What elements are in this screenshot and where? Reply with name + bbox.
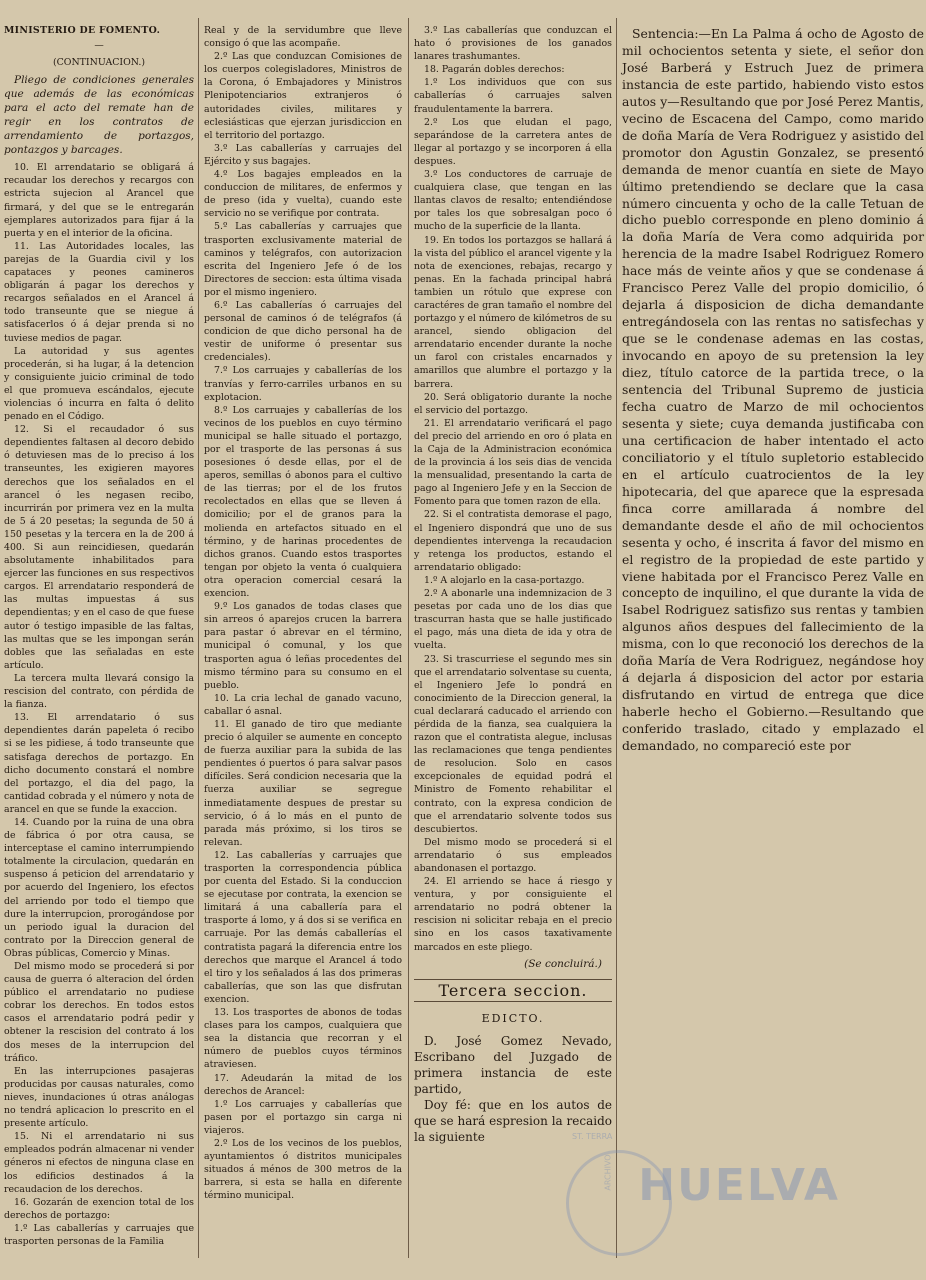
paragraph: 2.º Los que eludan el pago, separándose de la carretera antes de llegar al portazgo y se incorporen á ella despues. bbox=[414, 116, 612, 167]
paragraph: 1.º A alojarlo en la casa-portazgo. bbox=[424, 574, 585, 586]
paragraph: 14. Cuando por la ruina de una obra de fábrica ó por otra causa, se interceptase el camino interrumpiendo totalmente la circulacion, quedarán en suspenso á peticion del arrendatario y por acuerdo del Ingeniero, los efectos del arriendo por todo el tiempo que dure la interrupcion, prorogándose por un periodo igual la duracion del contrato por la Direccion general de Obras públicas, Comercio y Minas. bbox=[4, 816, 194, 959]
paragraph: 10. La cria lechal de ganado vacuno, caballar ó asnal. bbox=[204, 692, 402, 717]
paragraph: 20. Será obligatorio durante la noche el servicio del portazgo. bbox=[414, 391, 612, 416]
paragraph: 18. Pagarán dobles derechos: bbox=[424, 64, 565, 76]
column-4 bbox=[622, 26, 924, 1266]
column-2 bbox=[204, 24, 402, 1224]
paragraph: 24. El arriendo se hace á riesgo y ventura, y por consiguiente el arrendatario no podrá obtener la rescision ni solicitar rebaja en el precio sino en los casos taxativamente marcados en este pliego. bbox=[414, 876, 612, 953]
divider: — bbox=[94, 40, 104, 52]
paragraph: Del mismo modo se procederá si el arrendatario ó sus empleados abandonasen el portazgo. bbox=[414, 836, 612, 874]
paragraph: Doy fé: que en los autos de que se hará espresion la recaido la siguiente bbox=[414, 1097, 612, 1144]
paragraph: 2.º Las que conduzcan Comisiones de los cuerpos colegisladores, Ministros de la Corona, ó Embajadores y Ministros Plenipotenciarios extranjeros ó autoridades civiles, militares y eclesiásticas que ejerzan jurisdiccion en el territorio del portazgo. bbox=[204, 51, 402, 141]
paragraph: 10. El arrendatario se obligará á recaudar los derechos y recargos con estricta sujecion al Arancel que firmará, y del que se le entregarán ejemplares autorizados para fijar á la puerta y en el interior de la oficina. bbox=[4, 162, 194, 239]
paragraph: 16. Gozarán de exencion total de los derechos de portazgo: bbox=[4, 1196, 194, 1221]
continued-note: (Se concluirá.) bbox=[524, 957, 602, 970]
section-heading: Tercera seccion. bbox=[414, 979, 612, 1002]
paragraph: 17. Adeudarán la mitad de los derechos de Arancel: bbox=[204, 1072, 402, 1097]
ministry-heading: MINISTERIO DE FOMENTO. bbox=[4, 25, 161, 36]
paragraph: 2.º Los de los vecinos de los pueblos, ayuntamientos ó distritos municipales situados á ménos de 300 metros de la barrera, si esta se halla en diferente término municipal. bbox=[204, 1137, 402, 1202]
paragraph: 8.º Los carruajes y caballerías de los vecinos de los pueblos en cuyo término municipal se halle situado el portazgo, por el trasporte de las personas á sus posesiones ó desde ellas, por el de aperos, semillas ó abonos para el cultivo de las tierras; por el de los frutos recolectados en ellas que se lleven á domicilio; por el de granos para la molienda en artefactos situado en el término, y de harinas procedentes de dichos granos. Cuando estos trasportes tengan por objeto la venta ó cualquiera otra operacion comercial cesará la exencion. bbox=[204, 404, 402, 600]
edict-heading: EDICTO. bbox=[481, 1011, 545, 1025]
paragraph: La autoridad y sus agentes procederán, si ha lugar, á la detencion y consiguiente juicio criminal de todo el que promueva escándalos, ejecute violencias ó incurra en falta ó delito penado en el Código. bbox=[4, 345, 194, 423]
paragraph: 15. Ni el arrendatario ni sus empleados podrán almacenar ni vender géneros ni efectos de ninguna clase en los edificios destinados á la recaudacion de los derechos. bbox=[4, 1131, 194, 1195]
paragraph: 13. Los trasportes de abonos de todas clases para los campos, cualquiera que sea la distancia que recorran y el número de pueblos cuyos términos atraviesen. bbox=[204, 1007, 402, 1071]
paragraph: 5.º Las caballerías y carruajes que trasporten exclusivamente material de caminos y telégrafos, con autorizacion escrita del Ingeniero Jefe ó de los Directores de seccion: esta última visada por el mismo ingeniero. bbox=[204, 221, 402, 298]
archive-stamp-side: ARCHIVO bbox=[603, 1154, 613, 1191]
column-rule bbox=[408, 18, 409, 1258]
paragraph: Real y de la servidumbre que lleve consigo ó que las acompañe. bbox=[204, 25, 402, 50]
paragraph: 1.º Las caballerías y carruajes que trasporten personas de la Familia bbox=[4, 1222, 194, 1247]
paragraph: 12. Si el recaudador ó sus dependientes faltasen al decoro debido ó detuviesen mas de lo preciso á los transeuntes, les exigieren mayores derechos que los señalados en el arancel ó les negasen recibo, incurrirán por primera vez en la multa de 5 á 20 pesetas; la segunda de 50 á 150 pesetas y la tercera en la de 200 á 400. Si aun reincidiesen, quedarán absolutamente inhabilitados para ejercer las funciones en sus respectivos cargos. El arrendatario responderá de las multas impuestas á sus dependientas; y en el caso de que fuese autor ó testigo impasible de las faltas, las multas que se les impongan serán dobles que las señaladas en este artículo. bbox=[4, 424, 194, 671]
paragraph: D. José Gomez Nevado, Escribano del Juzgado de primera instancia de este partido, bbox=[414, 1033, 612, 1096]
paragraph: 22. Si el contratista demorase el pago, el Ingeniero dispondrá que uno de sus dependientes intervenga la recaudacion y retenga los productos, estando el arrendatario obligado: bbox=[414, 509, 612, 573]
paragraph: 1.º Los carruajes y caballerías que pasen por el portazgo sin carga ni viajeros. bbox=[204, 1098, 402, 1136]
paragraph: La tercera multa llevará consigo la rescision del contrato, con pérdida de la fianza. bbox=[4, 672, 194, 711]
paragraph: 1.º Los individuos que con sus caballerías ó carruajes salven fraudulentamente la barrera. bbox=[414, 77, 612, 115]
paragraph: 11. Las Autoridades locales, las parejas de la Guardia civil y los capataces y peones camineros obligarán á pagar los derechos y recargos señalados en el Arancel á todo transeunte que se niegue á satisfacerlos ó á dejar prenda si no tuviese medios de pagar. bbox=[4, 240, 194, 344]
paragraph: 3.º Los conductores de carruaje de cualquiera clase, que tengan en las llantas clavos de resalto; entendiéndose por tales los que sobresalgan poco ó mucho de la superficie de la llanta. bbox=[414, 169, 612, 233]
paragraph: 9.º Los ganados de todas clases que sin arreos ó aparejos crucen la barrera para pastar ó abrevar en el término, municipal ó comunal, y los que trasporten agua ó leñas procedentes del mismo término para su consumo en el pueblo. bbox=[204, 601, 402, 691]
paragraph: 7.º Los carruajes y caballerías de los tranvías y ferro-carriles urbanos en su explotacion. bbox=[204, 365, 402, 403]
paragraph: 11. El ganado de tiro que mediante precio ó alquiler se aumente en concepto de fuerza auxiliar para la subida de las pendientes ó puertos ó para salvar pasos difíciles. Será condicion necesaria que la fuerza auxiliar se segregue inmediatamente despues de prestar su servicio, ó á lo más en el punto de parada más próximo, si los tiros se relevan. bbox=[204, 718, 402, 848]
paragraph: 19. En todos los portazgos se hallará á la vista del público el arancel vigente y la nota de exenciones, rebajas, recargo y penas. En la fachada principal habrá tambien un rótulo que exprese con caractéres de gran tamaño el nombre del portazgo y el número de kilómetros de su arancel, siendo obligacion del arrendatario encender durante la noche un farol con cristales encarnados y amarillos que alumbre el portazgo y la barrera. bbox=[414, 234, 612, 390]
paragraph: 2.º A abonarle una indemnizacion de 3 pesetas por cada uno de los dias que trascurran hasta que se halle justificado el pago, más una dieta de ida y otra de vuelta. bbox=[414, 588, 612, 652]
paragraph: 13. El arrendatario ó sus dependientes darán papeleta ó recibo si se les pidiese, á todo transeunte que satisfaga derechos de portazgo. En dicho documento constará el nombre del portazgo, el dia del pago, la cantidad cobrada y el número y nota de arancel en que se funde la exaccion. bbox=[4, 712, 194, 815]
paragraph: 21. El arrendatario verificará el pago del precio del arriendo en oro ó plata en la Caja de la Administracion económica de la provincia á los seis dias de vencida la mensualidad, presentando la carta de pago al Ingeniero Jefe y en la Seccion de Fomento para que tomen razon de ella. bbox=[414, 417, 612, 508]
paragraph: 3.º Las caballerías y carruajes del Ejército y sus bagajes. bbox=[204, 142, 402, 167]
paragraph: Del mismo modo se procederá si por causa de guerra ó alteracion del órden público el arrendatario no pudiese cobrar los derechos. En todos estos casos el arrendatario podrá pedir y obtener la rescision del contrato á los dos meses de la interrupcion del tráfico. bbox=[4, 961, 194, 1064]
column-1 bbox=[4, 24, 194, 1247]
paragraph: 6.º Las caballerías ó carruajes del personal de caminos ó de telégrafos (á condicion de que dicho personal ha de vestir de uniforme ó presentar sus credenciales). bbox=[204, 299, 402, 364]
paragraph: En las interrupciones pasajeras producidas por causas naturales, como nieves, inundaciones ú otras análogas no tendrá aplicacion lo prescrito en el presente artículo. bbox=[4, 1065, 194, 1130]
archive-watermark: HUELVA bbox=[638, 1160, 840, 1211]
pliego-title: Pliego de condiciones generales que además de las económicas para el acto del remate han de regir en los contratos de arrendamiento de portazgos, pontazgos y barcages. bbox=[4, 74, 194, 157]
column-rule bbox=[198, 18, 199, 1258]
paragraph: 23. Si trascurriese el segundo mes sin que el arrendatario solventase su cuenta, el Ingeniero Jefe lo pondrá en conocimiento de la Direccion general, la cual declarará caducado el arriendo con pérdida de la fianza, sea cualquiera la razon que el contratista alegue, inclusas las reclamaciones que tenga pendientes de resolucion. Solo en casos excepcionales de equidad podrá el Ministro de Fomento rehabilitar el contrato, con la expresa condicion de que el arrendatario solvente todos sus descubiertos. bbox=[414, 653, 612, 835]
paragraph: 4.º Los bagajes empleados en la conduccion de militares, de enfermos y de preso (ida y vuelta), cuando este servicio no se verifique por contrata. bbox=[204, 169, 402, 220]
column-3 bbox=[414, 24, 612, 1224]
paragraph: 12. Las caballerías y carruajes que trasporten la correspondencia pública por cuenta del Estado. Si la conduccion se ejecutase por contrata, la exencion se limitará á una caballería para el trasporte á lomo, y á dos si se verifica en carruaje. Por las demás caballerías el contratista pagará la diferencia entre los derechos que marque el Arancel á todo el tiro y los señalados á las dos primeras caballerías, que son las que disfrutan exencion. bbox=[204, 849, 402, 1005]
paragraph: 3.º Las caballerías que conduzcan el hato ó provisiones de los ganados lanares trashumantes. bbox=[414, 25, 612, 63]
archive-stamp-note: ST. TERRA bbox=[572, 1132, 613, 1141]
continuation-label: (CONTINUACION.) bbox=[52, 57, 146, 69]
sentence-paragraph: Sentencia:—En La Palma á ocho de Agosto de mil ochocientos setenta y siete, el señor don José Barberá y Estruch Juez de primera instancia de este partido, habiendo visto estos autos y—Resultando que por José Perez Mantis, vecino de Escacena del Campo, como marido de doña María de Vera Rodriguez y asistido del promotor don Agustin Gonzalez, se presentó demanda de menor cuantía en siete de Mayo último pretendiendo se declare que la casa número cincuenta y ocho de la calle Tetuan de dicho pueblo corresponde en pleno dominio á la doña María de Vera como adquirida por herencia de la madre Isabel Rodriguez Romero hace más de veinte años y que se condenase á Francisco Perez Valle del propio domicilio, ó dejarla á disposicion de dicha demandante entregándosela con las rentas no satisfechas y que se le condenase ademas en las costas, invocando en apoyo de su pretension la ley diez, título catorce de la partida trece, o la sentencia del Tribunal Supremo de justicia fecha cuatro de Marzo de mil ochocientos sesenta y siete; cuya demanda justificaba con una certificacion de haber intentado el acto conciliatorio y el título supletorio establecido en el artículo cuatrocientos de la ley hipotecaria, del que aparece que la espresada finca corre amillarada á nombre del demandante desde el año de mil ochocientos sesenta y ocho, é inscrita á favor del mismo en el registro de la propiedad de este partido y viene habitada por el Francisco Perez Valle en concepto de inquilino, el que durante la vida de Isabel Rodriguez satisfizo sus rentas y tambien algunos años despues del fallecimiento de la misma, con lo que reconoció los derechos de la doña María de Vera Rodriguez, negándose hoy á dejarla á disposicion del actor por estaria disfrutando en virtud de entrega que dice haberle hecho el Gobierno.—Resultando que conferido traslado, citado y emplazado el demandado, no compareció este por bbox=[622, 26, 924, 754]
column-rule bbox=[616, 18, 617, 1258]
